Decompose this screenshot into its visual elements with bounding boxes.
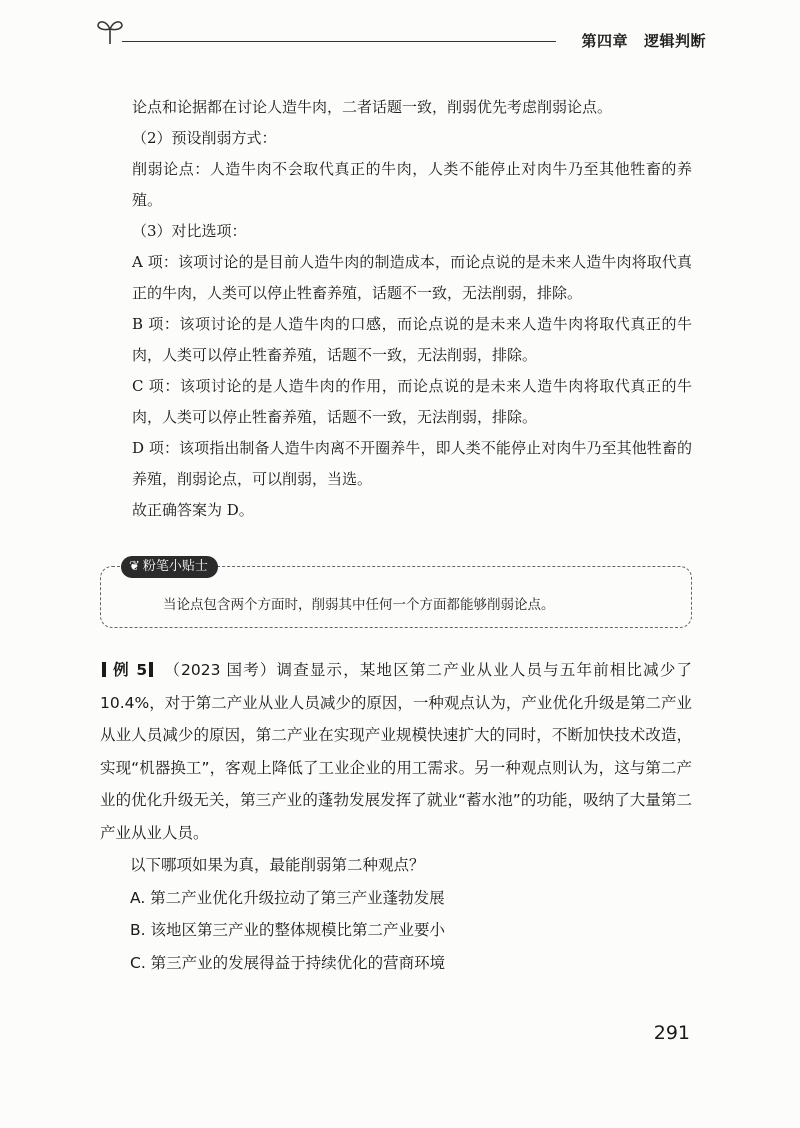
example-question: 以下哪项如果为真，最能削弱第二种观点？ <box>130 856 425 874</box>
example-option-c: C. 第三产业的发展得益于持续优化的营商环境 <box>130 953 446 972</box>
analysis-option-b: B 项：该项讨论的是人造牛肉的口感，而论点说的是未来人造牛肉将取代真正的牛肉，人类可以停止牲畜养殖，话题不一致，无法削弱，排除。 <box>132 315 692 364</box>
step-2-title: （2）预设削弱方式： <box>132 129 277 147</box>
bar-icon <box>149 662 153 677</box>
chapter-heading <box>581 30 706 51</box>
example-section <box>100 654 692 979</box>
analysis-option-c: C 项：该项讨论的是人造牛肉的作用，而论点说的是未来人造牛肉将取代真正的牛肉，人类可以停止牲畜养殖，话题不一致，无法削弱，排除。 <box>132 377 692 426</box>
tip-text: 当论点包含两个方面时，削弱其中任何一个方面都能够削弱论点。 <box>163 597 555 613</box>
example-stem-paragraph <box>100 654 692 849</box>
chapter-label: 第四章 <box>581 32 628 50</box>
example-source: （2023 国考） <box>163 661 277 679</box>
chapter-title: 逻辑判断 <box>643 32 706 50</box>
step-2-body: 削弱论点：人造牛肉不会取代真正的牛肉，人类不能停止对肉牛乃至其他牲畜的养殖。 <box>132 160 692 209</box>
header-rule <box>122 41 556 42</box>
analysis-option-a: A 项：该项讨论的是目前人造牛肉的制造成本，而论点说的是未来人造牛肉将取代真正的牛肉，人类可以停止牲畜养殖，话题不一致，无法削弱，排除。 <box>132 253 692 302</box>
example-option-b: B. 该地区第三产业的整体规模比第二产业要小 <box>130 921 445 939</box>
tip-badge-label: 粉笔小贴士 <box>142 559 208 574</box>
example-number: 例 5 <box>112 661 148 679</box>
running-header <box>96 14 706 50</box>
example-label <box>100 661 159 679</box>
example-stem: 调查显示，某地区第二产业从业人员与五年前相比减少了 10.4%，对于第二产业从业人员减少的原因，一种观点认为，产业优化升级是第二产业从业人员减少的原因，第二产业在实现产业规模快速扩大的同时，不断加快技术改造，实现“机器换工”，客观上降低了工业企业的用工需求。另一种观点则认为，这与第二产业的优化升级无关，第三产业的蓬勃发展发挥了就业“蓄水池”的功能，吸纳了大量第二产业从业人员。 <box>100 661 692 842</box>
tip-box <box>100 559 692 628</box>
leaf-icon: ❦ <box>129 559 140 574</box>
sprout-icon <box>96 16 124 46</box>
example-option-a: A. 第二产业优化升级拉动了第三产业蓬勃发展 <box>130 888 445 907</box>
analysis-option-d: D 项：该项指出制备人造牛肉离不开圈养牛，即人类不能停止对肉牛乃至其他牲畜的养殖，削弱论点，可以削弱，当选。 <box>132 439 692 488</box>
tip-badge <box>121 556 218 578</box>
bar-icon <box>102 662 106 677</box>
step-3-title: （3）对比选项： <box>132 222 247 240</box>
page-number: 291 <box>653 1022 690 1044</box>
analysis-section <box>132 92 692 526</box>
analysis-line-1: 论点和论据都在讨论人造牛肉，二者话题一致，削弱优先考虑削弱论点。 <box>132 98 613 116</box>
answer-line: 故正确答案为 D。 <box>132 501 254 519</box>
